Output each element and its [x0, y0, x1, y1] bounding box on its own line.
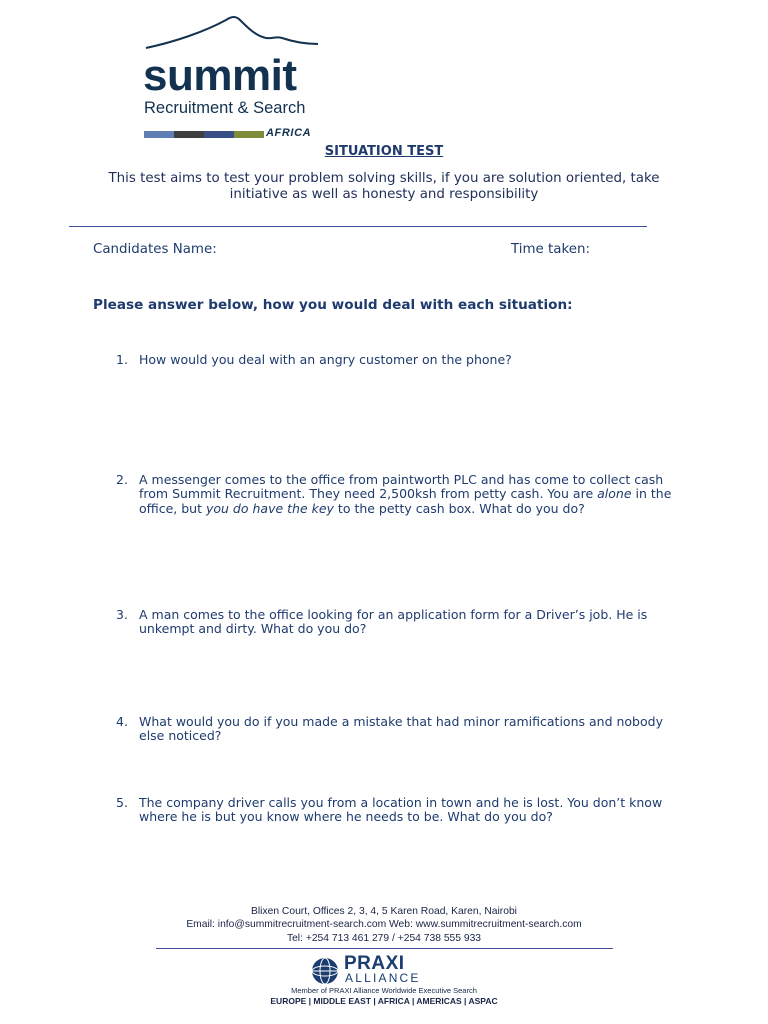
intro-text: This test aims to test your problem solving skills, if you are solution oriented, take initiative as well as honesty and responsibility: [108, 171, 660, 202]
question-item: [116, 715, 676, 744]
question-text: A messenger comes to the office from paintworth PLC and has come to collect cash from Summit Recruitment. They need 2,500ksh from petty cash. You are alone in the office, but you do have the key to the petty cash box. What do you do?: [139, 472, 672, 516]
question-item: [116, 353, 676, 367]
footer-divider: [156, 948, 613, 949]
logo-color-bar: [144, 131, 264, 138]
logo-bar-segment: [174, 131, 204, 138]
instruction-heading: Please answer below, how you would deal with each situation:: [93, 297, 573, 313]
question-item: [116, 796, 676, 825]
question-number: 3.: [116, 607, 128, 622]
question-number: 1.: [116, 352, 128, 367]
praxi-logo-alliance: ALLIANCE: [345, 971, 421, 985]
question-number: 4.: [116, 714, 128, 729]
logo-bar-segment: [234, 131, 264, 138]
question-item: [116, 473, 676, 516]
question-number: 5.: [116, 795, 128, 810]
footer-member-text: Member of PRAXI Alliance Worldwide Executive Search: [291, 986, 477, 995]
emphasis-key: you do have the key: [205, 500, 334, 516]
footer-address: Blixen Court, Offices 2, 3, 4, 5 Karen Road, Karen, Nairobi: [251, 906, 517, 917]
question-text: How would you deal with an angry customer on the phone?: [139, 352, 512, 367]
question-text: What would you do if you made a mistake that had minor ramifications and nobody else noticed?: [139, 714, 663, 744]
logo-region: AFRICA: [266, 127, 312, 139]
footer-regions: EUROPE | MIDDLE EAST | AFRICA | AMERICAS | ASPAC: [270, 996, 498, 1006]
emphasis-alone: alone: [597, 486, 632, 502]
mountain-logo-icon: [144, 14, 320, 54]
logo-bar-segment: [144, 131, 174, 138]
question-number: 2.: [116, 472, 128, 487]
time-taken-label: Time taken:: [511, 242, 590, 257]
logo-bar-segment: [204, 131, 234, 138]
question-text: The company driver calls you from a location in town and he is lost. You don’t know where he is but you know where he needs to be. What do you do?: [139, 795, 663, 825]
footer-email: Email: info@summitrecruitment-search.com Web: www.summitrecruitment-search.com: [186, 919, 582, 930]
question-item: [116, 608, 676, 637]
logo-subtitle: Recruitment & Search: [144, 99, 306, 117]
praxi-logo-word: PRAXI: [344, 953, 405, 974]
footer-tel: Tel: +254 713 461 279 / +254 738 555 933: [286, 933, 482, 944]
logo-wordmark: summit: [143, 51, 297, 100]
divider: [69, 226, 647, 227]
page-title: SITUATION TEST: [324, 144, 444, 159]
globe-icon: [310, 956, 340, 986]
candidate-name-label: Candidates Name:: [93, 242, 217, 257]
question-text: A man comes to the office looking for an application form for a Driver’s job. He is unkempt and dirty. What do you do?: [139, 607, 648, 637]
